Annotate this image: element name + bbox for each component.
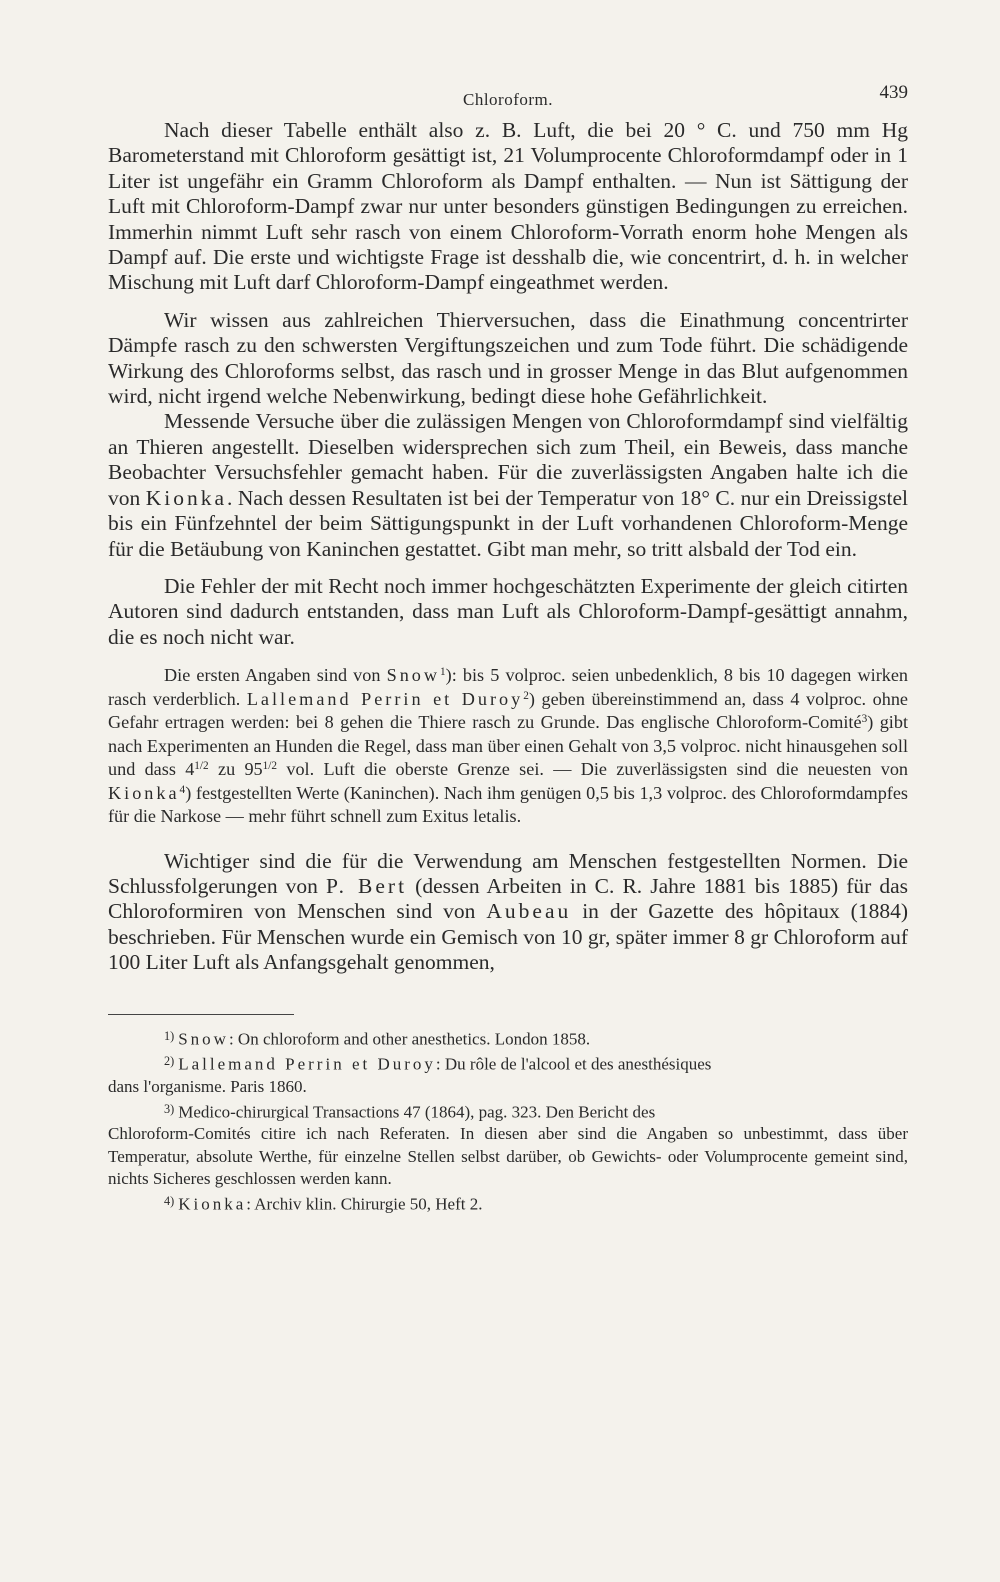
main-text-continued (108, 849, 908, 976)
paragraph-1: Nach dieser Tabelle enthält also z. B. Luft, die bei 20 ° C. und 750 mm Hg Barometerstand mit Chloroform gesättigt ist, 21 Volumprocente Chloroformdampf oder in 1 Liter ist ungefähr ein Gramm Chloroform als Dampf enthalten. — Nun ist Sättigung der Luft mit Chloroform-Dampf zwar nur unter besonders günstigen Bedingungen zu erreichen. Immerhin nimmt Luft sehr rasch von einem Chloroform-Vorrath enorm hohe Mengen als Dampf auf. Die erste und wichtigste Frage ist desshalb die, wie concentrirt, d. h. in welcher Mischung mit Luft darf Chloroform-Dampf eingeathmet werden. (108, 118, 908, 295)
author-kionka-small: Kionka (108, 782, 180, 803)
paragraph-2: Wir wissen aus zahlreichen Thierversuchen, dass die Einathmung concentrirter Dämpfe rasch zu den schwersten Vergiftungszeichen und zum Tode führt. Die schädigende Wirkung des Chloroforms selbst, das rasch und in grosser Menge in das Blut aufgenommen wird, nicht irgend welche Nebenwirkung, bedingt diese hohe Gefährlichkeit. (108, 307, 908, 409)
footnotes (108, 1025, 908, 1216)
footnote-divider (108, 1014, 294, 1015)
small-print-section (108, 664, 908, 829)
paragraph-5-text-a: Wichtiger sind die für die Verwendung am Menschen festgestellten Normen. Die Schlussfolgerungen von (108, 848, 908, 899)
footnote-1 (108, 1025, 908, 1050)
small-text-e: zu 95 (208, 759, 263, 780)
footnote-ref-4: 4 (179, 783, 186, 796)
running-title: Chloroform. (462, 90, 554, 109)
author-bert: P. Bert (326, 874, 408, 899)
small-text-a: Die ersten Angaben sind von (164, 665, 387, 686)
footnote-1-text: : On chloroform and other anesthetics. London 1858. (228, 1028, 591, 1048)
small-paragraph (108, 664, 908, 829)
footnote-2-text: : Du rôle de l'alcool et des anesthésiques (435, 1054, 712, 1074)
footnote-4-text: : Archiv klin. Chirurgie 50, Heft 2. (246, 1194, 483, 1214)
footnote-1-author: Snow (178, 1028, 229, 1048)
footnote-ref-2: 2 (523, 689, 529, 702)
paragraph-5-text-b: (dessen Arbeiten in C. R. Jahre 1881 bis 1885) für das Chloroformiren von Menschen sind von (108, 874, 909, 924)
paragraph-5-text-c: in der Gazette des hôpitaux (1884) beschrieben. Für Menschen wurde ein Gemisch von 10 gr, später immer 8 gr Chloroform auf 100 Liter Luft als Anfangsgehalt genommen, (108, 899, 908, 975)
footnote-3-continued: Chloroform-Comités citire ich nach Referaten. In diesen aber sind die Angaben so unbestimmt, dass über Temperatur, absolute Werthe, für einzelne Stellen selbst darüber, ob Gewichts- oder Volumprocente gemeint sind, nichts Sicheres geschlossen werden kann. (108, 1124, 908, 1188)
fraction-half-1: 1/2 (194, 759, 209, 772)
footnote-2-continued: dans l'organisme. Paris 1860. (108, 1076, 307, 1096)
footnote-3 (108, 1098, 908, 1123)
paragraph-3-text-a: Messende Versuche über die zulässigen Mengen von Chloroformdampf sind vielfältig an Thieren angestellt. Dieselben widersprechen sich zum Theil, ein Beweis, dass manche Beobachter Versuchsfehler gemacht haben. Für die zuverlässigsten Angaben halte ich die von (108, 409, 908, 510)
footnote-ref-1: 1 (440, 665, 446, 678)
footnote-4-mark: 4) (164, 1193, 175, 1208)
small-text-g: ) festgestellten Werte (Kaninchen). Nach ihm genügen 0,5 bis 1,3 volproc. des Chloroformdampfes für die Narkose — mehr führt schnell zum Exitus letalis. (108, 782, 908, 827)
paragraph-4: Die Fehler der mit Recht noch immer hochgeschätzten Experimente der gleich citirten Autoren sind dadurch entstanden, dass man Luft als Chloroform-Dampf-gesättigt annahm, die es noch nicht war. (108, 573, 908, 649)
footnote-ref-3: 3 (861, 712, 868, 725)
small-text-c: ) geben übereinstimmend an, dass 4 volproc. ohne Gefahr ertragen werden: bei 8 gehen die Thiere rasch zu Grunde. Das englische Chloroform-Comité (108, 688, 908, 733)
footnote-4-author: Kionka (178, 1194, 247, 1214)
paragraph-3-text-b: . Nach dessen Resultaten ist bei der Temperatur von 18° C. nur ein Dreissigstel bis ein Fünfzehntel der beim Sättigungspunkt in der Luft vorhandenen Chloroform-Menge für die Betäubung von Kaninchen gestattet. Gibt man mehr, so tritt alsbald der Tod ein. (108, 485, 908, 561)
footnote-1-mark: 1) (164, 1028, 175, 1043)
author-kionka: Kionka (145, 485, 228, 510)
fraction-half-2: 1/2 (262, 759, 278, 772)
small-text-b: ): bis 5 volproc. seien unbedenklich, 8 bis 10 dagegen wirken rasch verderblich. (108, 665, 909, 709)
small-text-f: vol. Luft die oberste Grenze sei. — Die zuverlässigsten sind die neuesten von (277, 759, 909, 780)
footnote-2-mark: 2) (164, 1054, 175, 1069)
author-snow: Snow (386, 665, 441, 686)
main-text (108, 118, 908, 650)
footnote-3-mark: 3) (164, 1101, 175, 1116)
author-lallemand: Lallemand Perrin et Duroy (246, 688, 524, 709)
author-aubeau: Aubeau (486, 899, 572, 924)
footnote-2-author: Lallemand Perrin et Duroy (178, 1054, 436, 1074)
paragraph-5 (108, 849, 908, 976)
footnote-4 (108, 1190, 908, 1215)
page-number: 439 (879, 82, 908, 103)
paragraph-3 (108, 409, 908, 561)
small-text-d: ) gibt nach Experimenten an Hunden die Regel, dass man über einen Gehalt von 3,5 volproc. nicht hinausgehen soll und dass 4 (108, 712, 908, 780)
footnote-3-text: Medico-chirurgical Transactions 47 (1864), pag. 323. Den Bericht des (178, 1102, 656, 1122)
footnote-2 (108, 1050, 908, 1075)
page-header (108, 78, 908, 118)
